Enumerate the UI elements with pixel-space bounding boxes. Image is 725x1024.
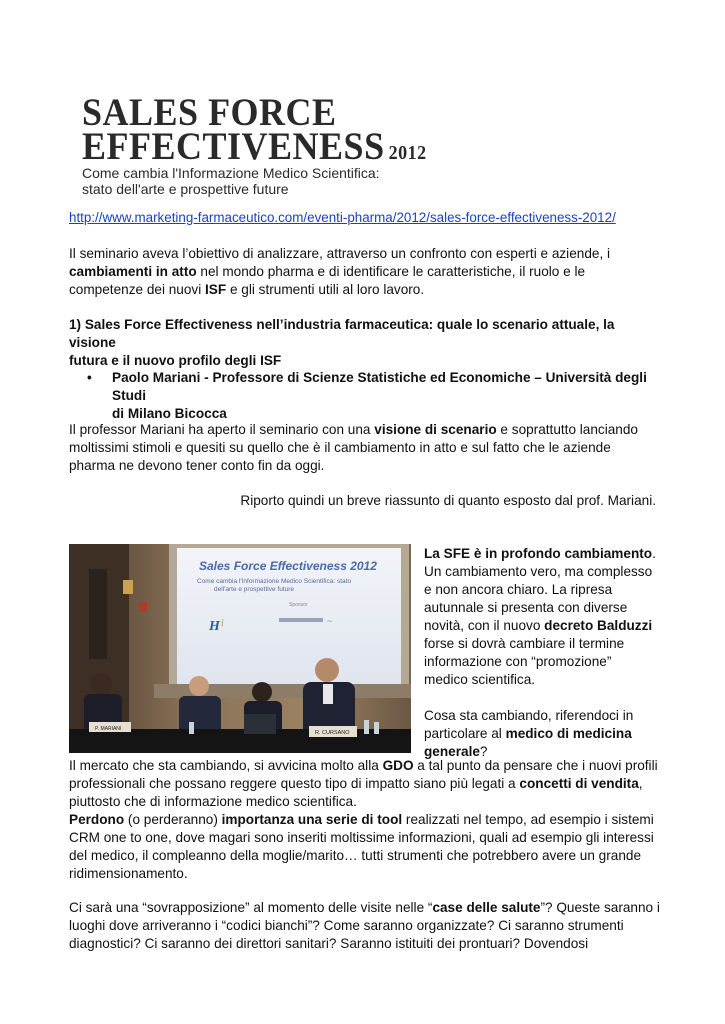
- mercato-bold-perdono: Perdono: [69, 812, 125, 827]
- event-url-link[interactable]: http://www.marketing-farmaceutico.com/eventi-pharma/2012/sales-force-effectiveness-2012/: [69, 210, 616, 225]
- mariani-bold-visione: visione di scenario: [374, 422, 497, 437]
- mercato-line1-end: a tal punto da pensare che i nuovi profili: [413, 758, 658, 773]
- riporto-line: Riporto quindi un breve riassunto di quanto esposto dal prof. Mariani.: [240, 493, 656, 508]
- logo-subtitle-line1: Come cambia l'Informazione Medico Scientifica:: [82, 165, 380, 181]
- side-bold-medico: medico di medicina: [505, 726, 632, 741]
- mariani-line1-end: e soprattutto lanciando: [496, 422, 638, 437]
- mariani-line1-text: Il professor Mariani ha aperto il seminario con una: [69, 422, 375, 437]
- side-line1: [424, 545, 660, 563]
- mercato-line5: CRM one to one, dove magari sono inseriti moltissime informazioni, quali ad esempio gli interessi: [69, 830, 654, 845]
- mercato-line4: [69, 811, 669, 829]
- mercato-line2: [69, 775, 669, 793]
- logo-title-line1: SALES FORCE: [82, 89, 337, 134]
- side-line5: [424, 617, 660, 635]
- intro-line3-text: competenze dei nuovi: [69, 282, 206, 297]
- bullet-dot: •: [87, 370, 92, 385]
- side-line7: informazione con “promozione”: [424, 654, 612, 669]
- nameplate-cursano-text: R. CURSANO: [315, 730, 350, 736]
- mercato-bold-tool: importanza una serie di tool: [221, 812, 403, 827]
- side-question-line2-text: particolare al: [424, 726, 506, 741]
- section-title-line1: 1) Sales Force Effectiveness nell’industria farmaceutica: quale lo scenario attuale, la visione: [69, 317, 615, 350]
- side-line3: e non ancora chiaro. La ripresa: [424, 582, 613, 597]
- side-bold-generale: generale: [424, 744, 480, 759]
- side-line1-dot: .: [652, 546, 656, 561]
- mercato-line6: del medico, il compleanno della moglie/marito… tutti strumenti che potrebbero avere un grande: [69, 848, 641, 863]
- logo-title-line2: [82, 123, 502, 168]
- mercato-bold-vendita: concetti di vendita: [519, 776, 639, 791]
- mercato-bold-gdo: GDO: [382, 758, 414, 773]
- sponsor-logo-mark-icon: i: [221, 618, 224, 629]
- logo-subtitle: [82, 165, 502, 197]
- wall-sign-icon: [123, 580, 133, 594]
- side-line2: Un cambiamento vero, ma complesso: [424, 564, 653, 579]
- logo-year: 2012: [388, 141, 427, 164]
- intro-line1: Il seminario aveva l’obiettivo di analizzare, attraverso un confronto con esperti e aziende, i: [69, 246, 611, 261]
- mercato-line2-text: professionali che possano reggere questo tipo di impatto siano più legati a: [69, 776, 520, 791]
- intro-paragraph: [69, 245, 659, 299]
- side-question-line2: [424, 725, 660, 743]
- intro-line3-end: e gli strumenti utili al loro lavoro.: [226, 282, 425, 297]
- side-bold-balduzzi: decreto Balduzzi: [544, 618, 653, 633]
- intro-bold-isf: ISF: [205, 282, 227, 297]
- side-spacer: [424, 689, 660, 707]
- url-line: [69, 209, 659, 227]
- bottle-icon: [364, 720, 369, 734]
- side-line4: autunnale si presenta con diverse: [424, 600, 628, 615]
- panel-table: [69, 729, 411, 753]
- bottle-icon-3: [189, 722, 194, 734]
- speaker-bullet-line2: di Milano Bicocca: [112, 406, 227, 421]
- sponsor-text-icon: [279, 618, 323, 622]
- bottle-icon-2: [374, 722, 379, 734]
- mercato-line1-text: Il mercato che sta cambiando, si avvicina molto alla: [69, 758, 383, 773]
- section-title: [69, 316, 659, 370]
- section-title-line2: futura e il nuovo profilo degli ISF: [69, 353, 282, 368]
- intro-line3: [69, 281, 659, 299]
- mariani-line3: pharma ne devono tener conto fin da oggi.: [69, 458, 325, 473]
- mercato-line7: ridimensionamento.: [69, 866, 188, 881]
- case-bold-salute: case delle salute: [432, 900, 541, 915]
- side-column: [424, 545, 660, 761]
- sponsor-logo-icon: H: [209, 619, 220, 634]
- side-bold-sfe: La SFE è in profondo cambiamento: [424, 546, 653, 561]
- side-question-mark: ?: [479, 744, 488, 759]
- case-line2: luoghi dove arriveranno i “codici bianchi”? Come saranno organizzate? Ci saranno strumenti: [69, 918, 624, 933]
- slide-sponsor: Sponsor: [289, 602, 308, 608]
- wall-sign-red-icon: [139, 602, 147, 612]
- mercato-line4-end: realizzati nel tempo, ad esempio i sistemi: [402, 812, 654, 827]
- intro-line2: [69, 263, 659, 281]
- mercato-paragraph: [69, 757, 669, 883]
- side-question-line1: Cosa sta cambiando, riferendoci in: [424, 708, 634, 723]
- slide-subtitle-1: Come cambia l'Informazione Medico Scientifica: stato: [197, 578, 352, 585]
- nameplate-mariani-text: P. MARIANI: [95, 726, 122, 732]
- mercato-line1: [69, 757, 669, 775]
- seminar-photo: [69, 544, 411, 753]
- logo-subtitle-line2: stato dell'arte e prospettive future: [82, 181, 289, 197]
- logo-title-word: EFFECTIVENESS: [82, 123, 385, 168]
- mercato-line4-text: (o perderanno): [124, 812, 222, 827]
- side-line8: medico scientifica.: [424, 672, 536, 687]
- speaker-bullet: [87, 369, 657, 421]
- side-line6: forse si dovrà cambiare il termine: [424, 636, 625, 651]
- mercato-line3: piuttosto che di informazione medico scientifica.: [69, 794, 357, 809]
- mariani-line1: [69, 421, 659, 439]
- speaker-bullet-line1: Paolo Mariani - Professore di Scienze Statistiche ed Economiche – Università degli Studi: [112, 370, 647, 403]
- mariani-paragraph: [69, 421, 659, 475]
- mercato-line2-end: ,: [638, 776, 643, 791]
- case-line1: [69, 899, 669, 917]
- side-line5-text: novità, con il nuovo: [424, 618, 545, 633]
- seminar-photo-svg: [69, 544, 411, 753]
- laptop-icon: [244, 714, 276, 734]
- case-line3: diagnostici? Ci saranno dei direttori sanitari? Saranno istituiti dei prontuari? Dovendosi: [69, 936, 589, 951]
- slide-title: Sales Force Effectiveness 2012: [199, 559, 377, 573]
- sponsor-logo-2-icon: ~: [327, 616, 333, 626]
- event-logo: [82, 89, 502, 197]
- mariani-line2: moltissimi stimoli e quesiti su quello che è il cambiamento in atto e sul fatto che le aziende: [69, 440, 611, 455]
- speaker-bullet-text: [112, 369, 657, 423]
- case-line1-text: Ci sarà una “sovrapposizione” al momento delle visite nelle “: [69, 900, 433, 915]
- intro-bold-cambiamenti: cambiamenti in atto: [69, 264, 197, 279]
- intro-line2-text: nel mondo pharma e di identificare le caratteristiche, il ruolo e le: [196, 264, 586, 279]
- case-salute-paragraph: [69, 899, 669, 953]
- slide-subtitle-2: dell'arte e prospettive future: [214, 586, 295, 593]
- case-line1-end: ”? Queste saranno i: [540, 900, 660, 915]
